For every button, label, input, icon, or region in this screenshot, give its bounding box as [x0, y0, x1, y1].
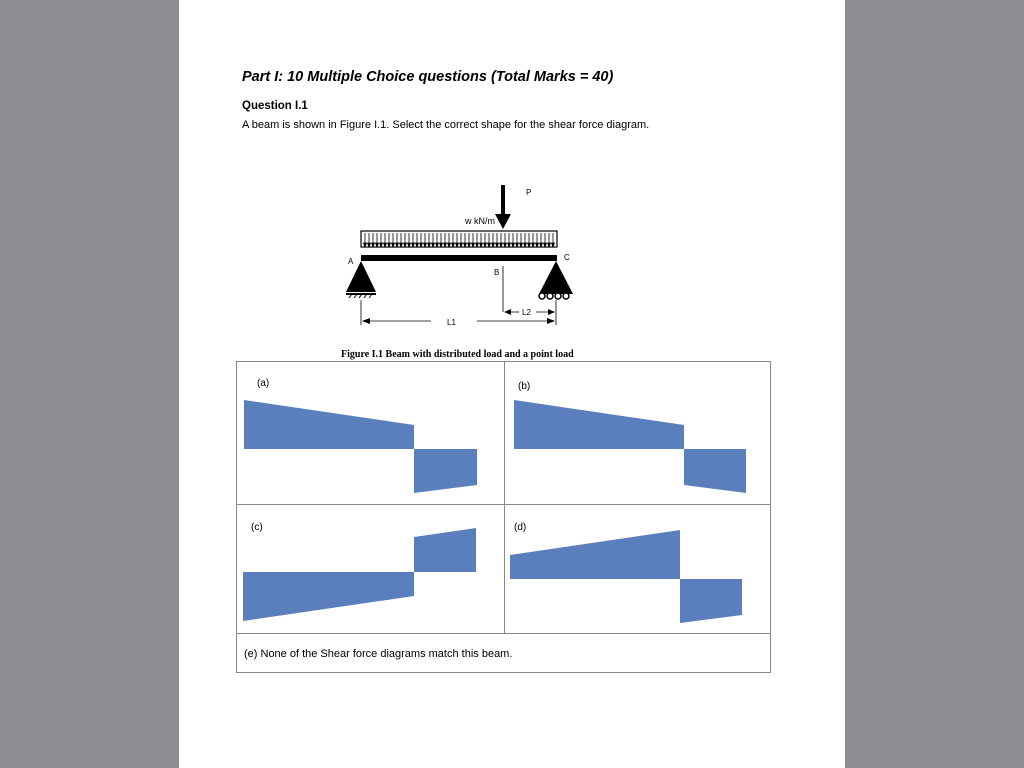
- distributed-load: [361, 231, 557, 247]
- load-label: P: [526, 188, 532, 197]
- document-page: [179, 0, 845, 768]
- option-b-cell[interactable]: [504, 362, 771, 504]
- option-a-label: (a): [257, 378, 270, 389]
- sfd-region: [243, 572, 414, 621]
- point-load-arrow: [495, 185, 511, 229]
- sfd-region: [514, 400, 684, 449]
- option-b-diagram: [504, 362, 771, 504]
- option-d-label: (d): [514, 522, 527, 533]
- dimension-l1: [362, 318, 555, 324]
- option-d-cell[interactable]: [504, 504, 771, 633]
- question-text: A beam is shown in Figure I.1. Select the correct shape for the shear force diagram.: [242, 119, 650, 131]
- question-title: Question I.1: [242, 100, 308, 112]
- option-c-diagram: [237, 504, 504, 633]
- sfd-region: [414, 449, 477, 493]
- sfd-region: [680, 579, 742, 623]
- option-b-label: (b): [518, 381, 531, 392]
- beam: [361, 255, 557, 261]
- option-c-label: (c): [251, 522, 263, 533]
- roller-support-c: [539, 261, 573, 299]
- support-c-label: C: [564, 253, 570, 262]
- option-a-cell[interactable]: [237, 362, 504, 504]
- support-a-label: A: [348, 257, 354, 266]
- option-c-cell[interactable]: [237, 504, 504, 633]
- pin-support-a: [346, 261, 376, 298]
- sfd-region: [684, 449, 746, 493]
- sfd-region: [244, 400, 414, 449]
- option-e[interactable]: (e) None of the Shear force diagrams match this beam.: [244, 648, 513, 660]
- part-title: Part I: 10 Multiple Choice questions (Total Marks = 40): [242, 69, 614, 85]
- figure-caption: Figure I.1 Beam with distributed load and a point load: [341, 349, 574, 360]
- beam-figure: [339, 180, 599, 350]
- distributed-load-label: w kN/m: [465, 216, 495, 226]
- option-d-diagram: [504, 504, 771, 633]
- dim-l1-label: L1: [447, 318, 456, 327]
- dim-l2-label: L2: [522, 308, 531, 317]
- options-table: [236, 361, 771, 673]
- option-a-diagram: [237, 362, 504, 504]
- sfd-region: [414, 528, 476, 572]
- point-b-label: B: [494, 268, 500, 277]
- sfd-region: [510, 530, 680, 579]
